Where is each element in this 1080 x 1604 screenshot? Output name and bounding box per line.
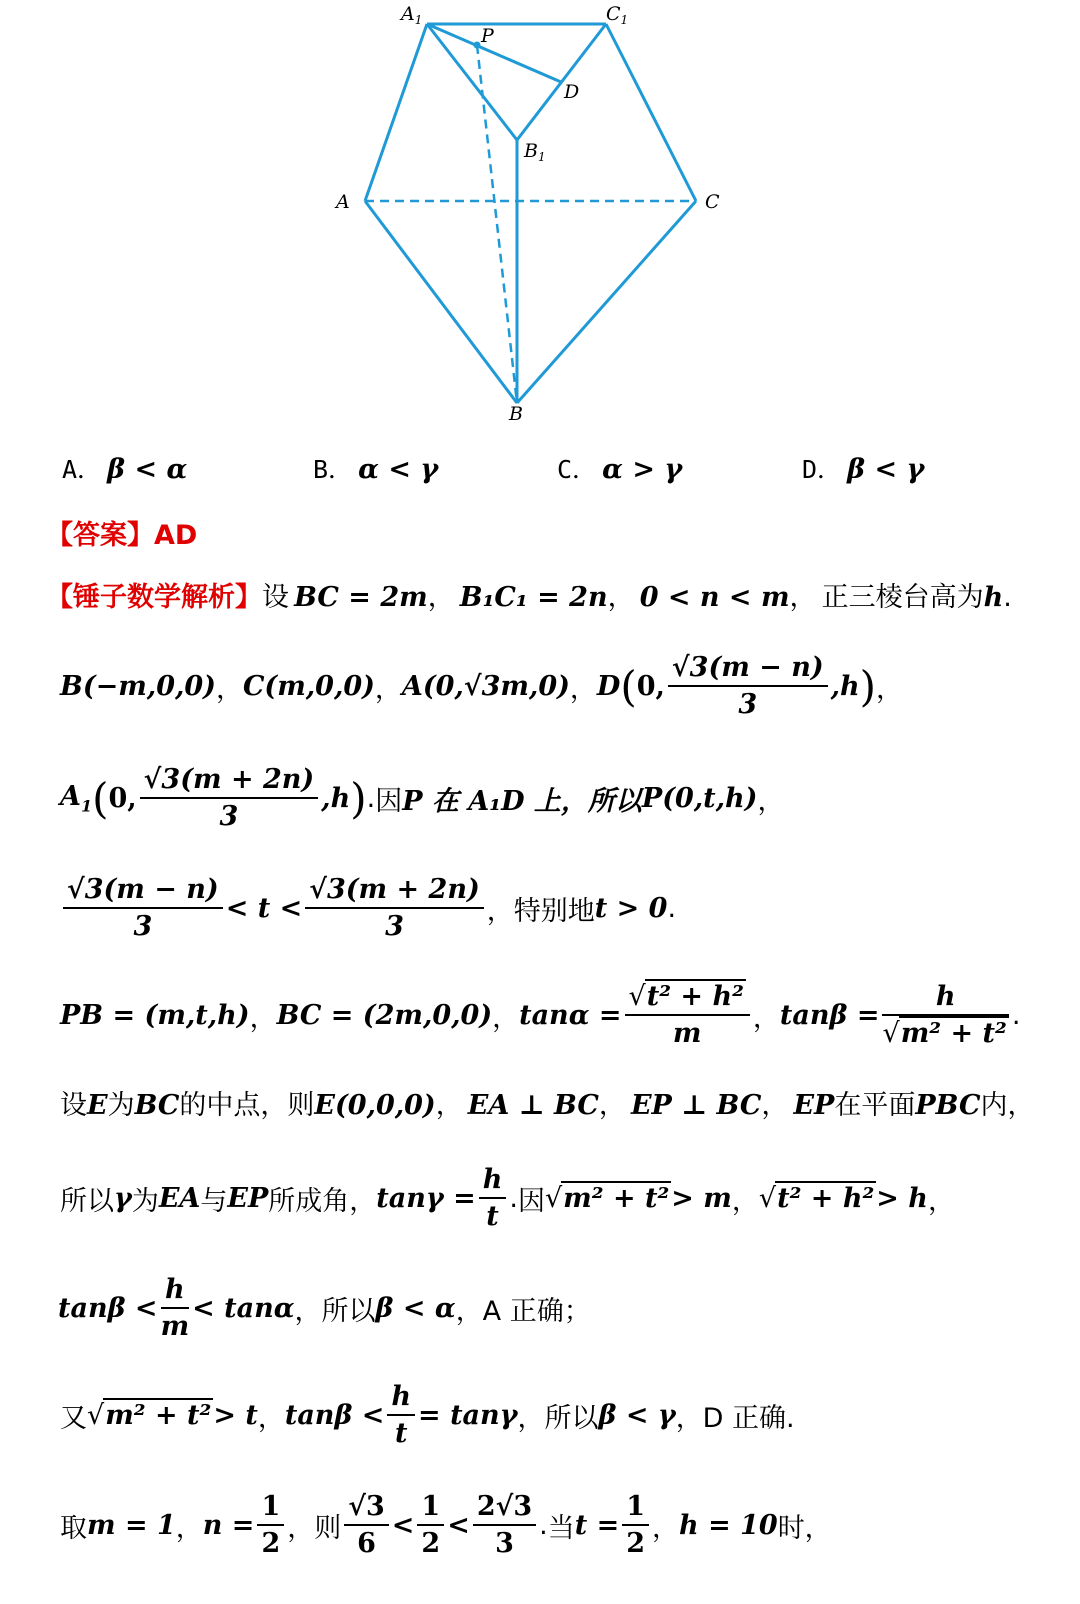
edge-c1-b1 (517, 24, 606, 140)
example-line: 取 m = 1 ， n = $\frac{1}{2}$ ，则 $\frac{√3}{6}$ < $\frac{1}{2}$ < $\frac{2√3}{3}$ . 当 t = $\frac{1}{2}$ ， h = 10 时， (60, 1490, 832, 1559)
answer-line (46, 513, 197, 552)
choice-b-letter: B． (313, 455, 354, 484)
coords-line: B(−m,0,0) ， C(m,0,0) ， A(0,√3m,0) ， D ( 0, $\frac{√3(m - n)}{3}$ ,h ) ， (60, 651, 904, 720)
answer-value: AD (154, 520, 198, 551)
choice-a-expr: β < α (107, 454, 188, 485)
choice-b[interactable] (313, 450, 438, 486)
choice-d[interactable] (802, 450, 924, 486)
choice-a[interactable] (62, 450, 187, 486)
label-b: B (509, 403, 523, 425)
edge-a-b (365, 201, 517, 403)
midpoint-line: 设E为BC的中点，则E(0,0,0)， EA ⊥ BC， EP ⊥ BC， EP在平面PBC内， (60, 1090, 1035, 1121)
gamma-line: 所以 γ 为 EA 与 EP 所成角， tanγ = $\frac{h}{t}$ . 因 √m² + t² > m ， √t² + h² > h ， (60, 1163, 955, 1232)
label-p: P (481, 25, 494, 47)
compare2-line: 又 √m² + t² > t ， tanβ < $\frac{h}{t}$ = tanγ ，所以 β < γ ，D 正确. (60, 1380, 795, 1449)
edge-c-b (517, 201, 696, 403)
t-range-line: $\frac{√3(m - n)}{3}$ < t < $\frac{√3(m + 2n)}{3}$ ，特别地 t > 0 . (60, 868, 676, 948)
analysis-label: 【锤子数学解析】 (46, 582, 262, 613)
choice-c[interactable] (557, 450, 682, 486)
point-p (474, 42, 481, 49)
choice-c-letter: C． (557, 455, 598, 484)
choice-d-expr: β < γ (847, 454, 925, 485)
label-c: C (705, 191, 720, 213)
choice-b-expr: α < γ (358, 454, 439, 485)
a1-line: $A_1$ ( 0, $\frac{√3(m + 2n)}{3}$ ,h ) . 因 P 在 A₁D 上，所以 P(0,t,h) ， (60, 763, 785, 832)
segment-p-b-hidden (477, 45, 517, 403)
edge-a1-a (365, 24, 427, 201)
compare1-line: tanβ < $\frac{h}{m}$ < tanα ，所以 β < α ，A 正确； (58, 1273, 591, 1342)
answer-label: 【答案】 (46, 520, 154, 551)
segment-a1-d (427, 24, 561, 82)
choice-d-letter: D． (802, 455, 843, 484)
analysis-intro: 【锤子数学解析】设 BC = 2m， B₁C₁ = 2n， 0 < n < m， 正三棱台高为h. (46, 582, 1012, 613)
label-a: A (336, 191, 350, 213)
vectors-line: PB = (m,t,h) ， BC = (2m,0,0) ， tanα = $\frac{\text{√t² + h²}}{m}$ ， tanβ = $\frac{h}{\text{√m² + t²}}$ . (60, 980, 1021, 1049)
choice-c-expr: α > γ (602, 454, 683, 485)
prism-figure (0, 0, 1080, 440)
label-b1: $B_1$ (524, 140, 546, 164)
edge-a1-b1 (427, 24, 517, 140)
label-c1: $C_1$ (606, 3, 629, 27)
label-a1: $A_1$ (401, 3, 423, 27)
choice-a-letter: A． (62, 455, 103, 484)
edge-c1-c (606, 24, 696, 201)
label-d: D (564, 81, 580, 103)
